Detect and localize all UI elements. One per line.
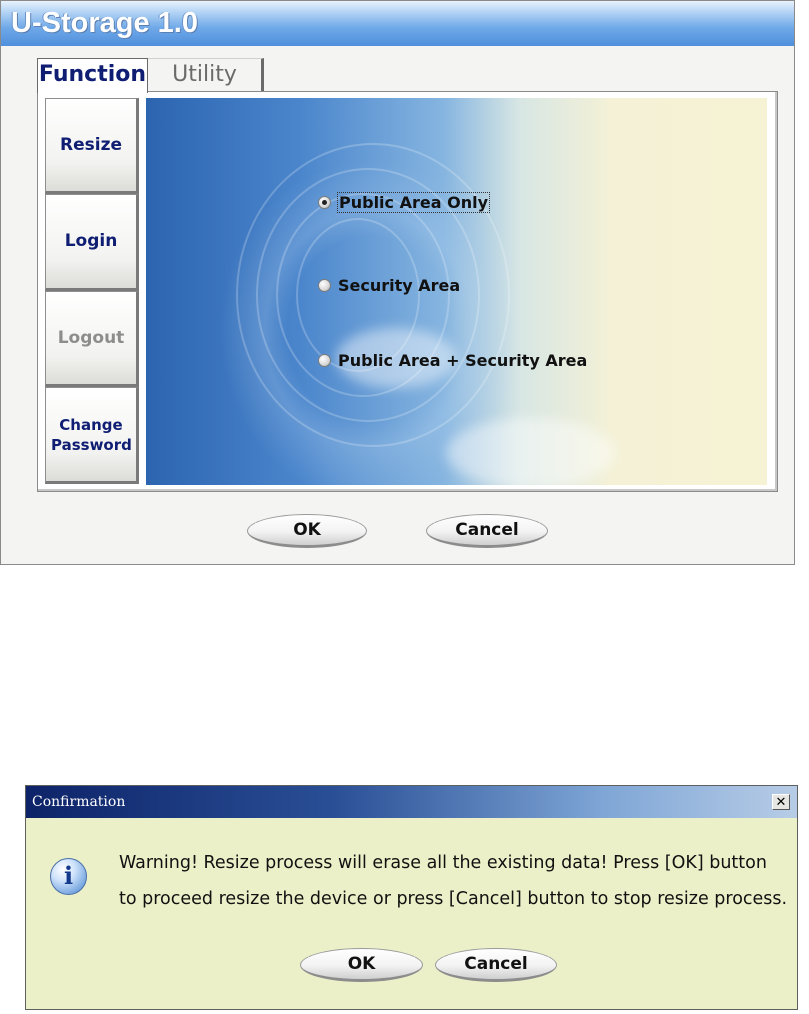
option-label: Public Area Only — [339, 193, 488, 212]
tab-function[interactable]: Function — [37, 58, 148, 93]
close-icon[interactable]: ✕ — [772, 794, 790, 810]
option-label: Public Area + Security Area — [338, 351, 588, 370]
ok-button[interactable]: OK — [247, 514, 367, 548]
function-panel — [37, 91, 778, 492]
cloud-decoration — [446, 418, 616, 485]
dialog-title: Confirmation — [26, 786, 797, 818]
tab-utility[interactable]: Utility — [148, 58, 264, 91]
cancel-button[interactable]: Cancel — [426, 514, 548, 548]
warning-message-line-1: Warning! Resize process will erase all the existing data! Press [OK] button — [119, 853, 767, 873]
confirmation-dialog — [25, 785, 798, 1010]
resize-options-area — [146, 98, 767, 485]
warning-message-line-2: to proceed resize the device or press [Cancel] button to stop resize process. — [119, 889, 788, 909]
ripple-decoration — [236, 143, 510, 447]
option-security-area[interactable] — [318, 276, 460, 295]
option-label: Security Area — [338, 276, 461, 295]
info-icon: i — [50, 858, 87, 895]
change-password-button[interactable] — [45, 387, 139, 484]
dialog-ok-button[interactable]: OK — [300, 948, 423, 982]
change-password-label: Change Password — [51, 415, 132, 454]
dialog-cancel-button[interactable]: Cancel — [435, 948, 557, 982]
option-public-area-only[interactable] — [318, 193, 489, 212]
option-public-plus-security[interactable] — [318, 351, 587, 370]
window-title: U-Storage 1.0 — [1, 1, 794, 46]
radio-unchecked-icon[interactable] — [318, 354, 331, 367]
radio-unchecked-icon[interactable] — [318, 279, 331, 292]
login-button[interactable]: Login — [45, 194, 139, 291]
radio-checked-icon[interactable] — [318, 196, 331, 209]
logout-button: Logout — [45, 291, 139, 387]
resize-button[interactable]: Resize — [45, 98, 139, 194]
